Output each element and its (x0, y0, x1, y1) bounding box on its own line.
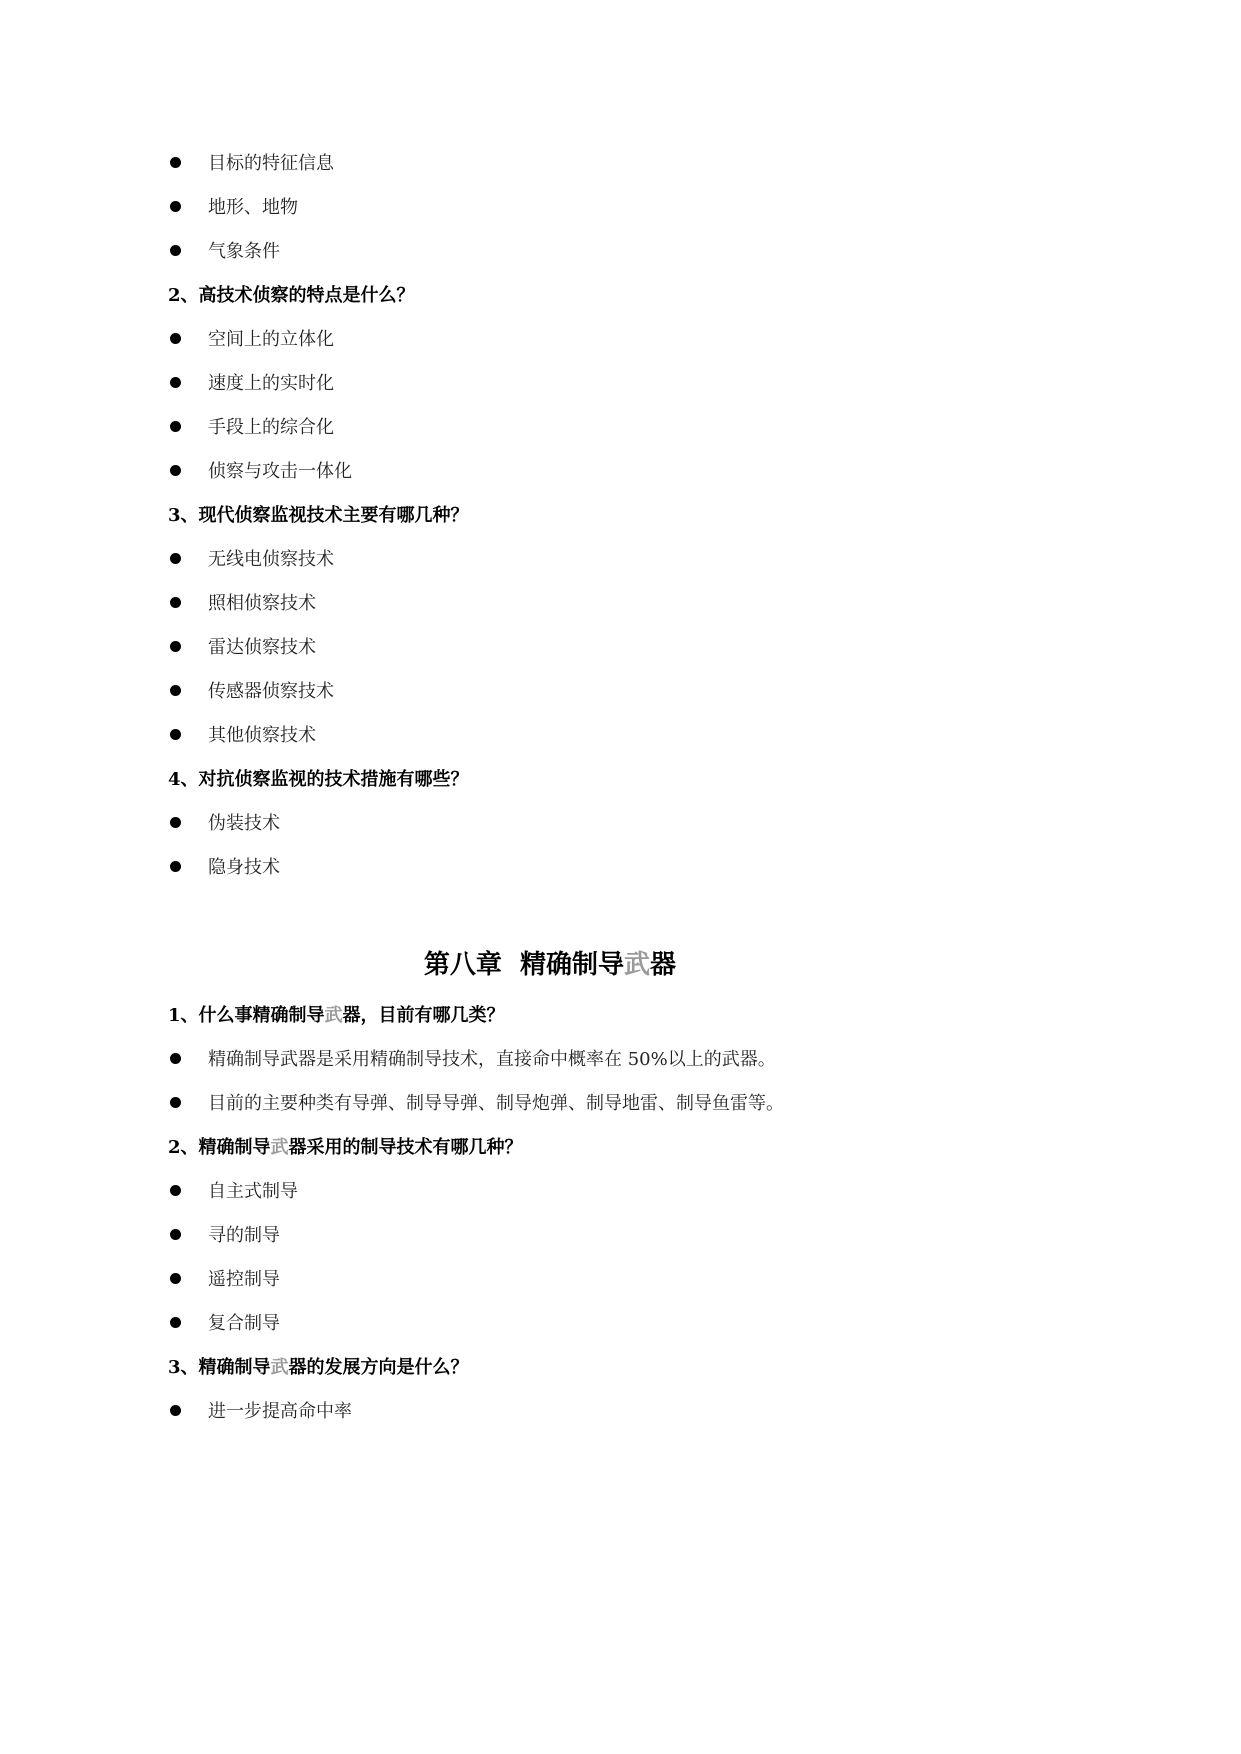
list-item-text: 目前的主要种类有导弹、制导导弹、制导炮弹、制导地雷、制导鱼雷等。 (208, 1093, 784, 1114)
question-heading (168, 1344, 928, 1388)
list-item (168, 184, 928, 228)
list-item (168, 140, 928, 184)
question-faded-char: 武 (270, 1357, 289, 1378)
bullet-icon (170, 597, 181, 608)
list-item-text: 自主式制导 (208, 1181, 298, 1202)
list-item (168, 1388, 928, 1432)
list-item (168, 712, 928, 756)
list-item-text: 速度上的实时化 (208, 373, 334, 394)
bullet-icon (170, 641, 181, 652)
list-item-text: 伪装技术 (208, 813, 280, 834)
question-text-part: 器采用的制导技术有哪几种？ (288, 1137, 523, 1158)
bullet-icon (170, 1317, 181, 1328)
bullet-icon (170, 553, 181, 564)
list-item (168, 1168, 928, 1212)
bullet-icon (170, 1097, 181, 1108)
list-item-text: 侦察与攻击一体化 (208, 461, 352, 482)
bullet-icon (170, 157, 181, 168)
list-item (168, 404, 928, 448)
list-item-text: 遥控制导 (208, 1269, 280, 1290)
list-item (168, 624, 928, 668)
chapter-title (0, 932, 1100, 992)
list-item-text: 其他侦察技术 (208, 725, 316, 746)
list-item-text: 手段上的综合化 (208, 417, 334, 438)
list-item-text: 气象条件 (208, 241, 280, 262)
list-item (168, 448, 928, 492)
list-item-text: 复合制导 (208, 1313, 280, 1334)
question-heading: 2、高技术侦察的特点是什么？ (168, 285, 415, 306)
list-item (168, 844, 928, 888)
list-item (168, 1256, 928, 1300)
list-item-text: 地形、地物 (208, 197, 298, 218)
chapter-title-part: 器 (650, 949, 677, 980)
bullet-icon (170, 729, 181, 740)
bullet-icon (170, 1229, 181, 1240)
question-text-part: 器的发展方向是什么？ (288, 1357, 469, 1378)
bullet-icon (170, 421, 181, 432)
list-item-text: 无线电侦察技术 (208, 549, 334, 570)
chapter-title-faded-char: 武 (624, 949, 651, 980)
list-item (168, 580, 928, 624)
list-item-text: 目标的特征信息 (208, 153, 334, 174)
list-item (168, 1080, 928, 1124)
question-heading: 3、现代侦察监视技术主要有哪几种？ (168, 505, 469, 526)
document-content (168, 140, 928, 1432)
bullet-icon (170, 861, 181, 872)
list-item (168, 1300, 928, 1344)
list-item-text: 空间上的立体化 (208, 329, 334, 350)
list-item-text: 进一步提高命中率 (208, 1401, 352, 1422)
bullet-icon (170, 465, 181, 476)
list-item (168, 1212, 928, 1256)
bullet-icon (170, 1405, 181, 1416)
bullet-icon (170, 377, 181, 388)
question-text-part: 器，目前有哪几类？ (342, 1005, 505, 1026)
bullet-icon (170, 1053, 181, 1064)
bullet-icon (170, 1185, 181, 1196)
question-heading (168, 992, 928, 1036)
list-item (168, 668, 928, 712)
list-item (168, 316, 928, 360)
list-item (168, 800, 928, 844)
question-heading: 4、对抗侦察监视的技术措施有哪些？ (168, 769, 469, 790)
list-item (168, 360, 928, 404)
list-item (168, 536, 928, 580)
question-text-part: 2、精确制导 (168, 1137, 271, 1158)
bullet-icon (170, 685, 181, 696)
list-item-text: 隐身技术 (208, 857, 280, 878)
list-item-text: 照相侦察技术 (208, 593, 316, 614)
question-faded-char: 武 (270, 1137, 289, 1158)
question-faded-char: 武 (324, 1005, 343, 1026)
list-item (168, 1036, 928, 1080)
question-text-part: 3、精确制导 (168, 1357, 271, 1378)
list-item-text: 传感器侦察技术 (208, 681, 334, 702)
bullet-icon (170, 817, 181, 828)
list-item-text: 雷达侦察技术 (208, 637, 316, 658)
question-text-part: 1、什么事精确制导 (168, 1005, 325, 1026)
question-heading (168, 1124, 928, 1168)
bullet-icon (170, 1273, 181, 1284)
chapter-title-part: 第八章 精确制导 (423, 949, 625, 980)
section-spacer (168, 888, 928, 932)
bullet-icon (170, 245, 181, 256)
bullet-icon (170, 333, 181, 344)
list-item-text: 寻的制导 (208, 1225, 280, 1246)
list-item-text: 精确制导武器是采用精确制导技术，直接命中概率在 50%以上的武器。 (208, 1049, 776, 1070)
bullet-icon (170, 201, 181, 212)
list-item (168, 228, 928, 272)
